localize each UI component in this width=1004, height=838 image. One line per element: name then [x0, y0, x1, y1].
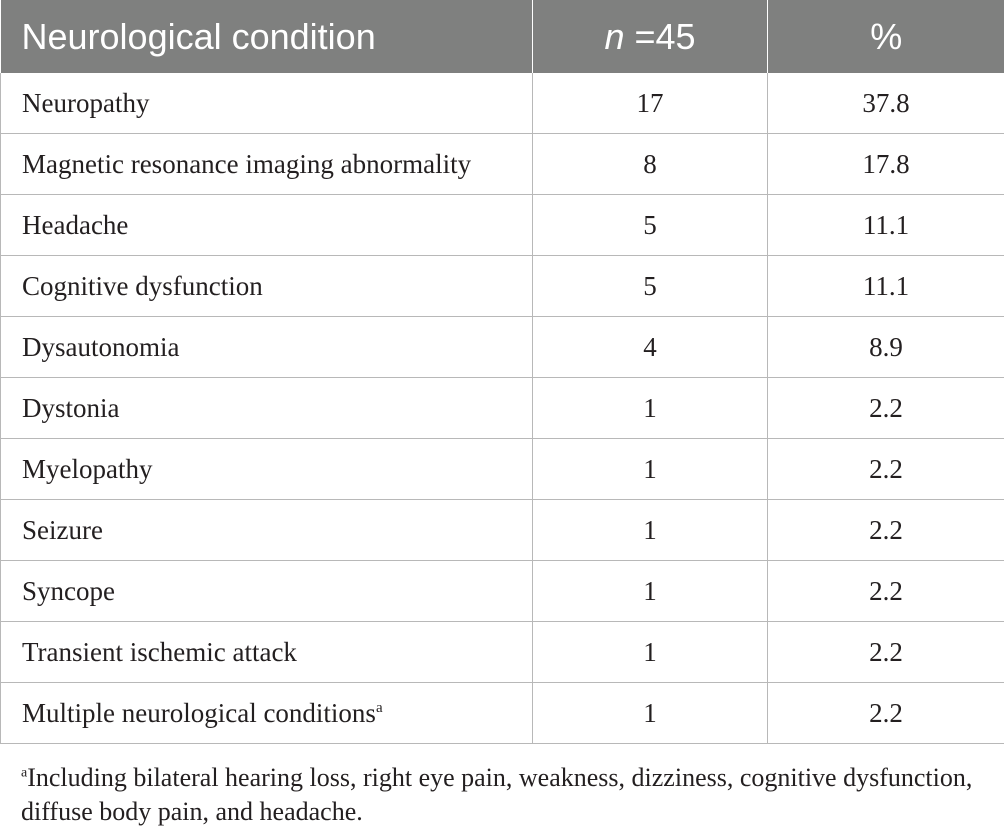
condition-cell	[1, 256, 533, 317]
count-cell: 1	[533, 622, 768, 683]
percent-cell: 11.1	[768, 256, 1004, 317]
percent-cell: 2.2	[768, 378, 1004, 439]
condition-cell	[1, 134, 533, 195]
condition-label: Neuropathy	[22, 87, 150, 118]
header-percent: %	[768, 0, 1004, 73]
table-row	[1, 134, 1004, 195]
percent-cell: 37.8	[768, 73, 1004, 134]
table-row	[1, 378, 1004, 439]
footnote-text: Including bilateral hearing loss, right eye pain, weakness, dizziness, cognitive dysfunction, diffuse body pain, and headache.	[21, 763, 973, 826]
count-cell: 1	[533, 561, 768, 622]
table-row	[1, 195, 1004, 256]
condition-cell	[1, 195, 533, 256]
table-row	[1, 683, 1004, 744]
condition-label: Dysautonomia	[22, 331, 180, 362]
footnote-marker: a	[21, 765, 28, 781]
condition-cell	[1, 439, 533, 500]
table-header	[1, 0, 1004, 73]
condition-cell	[1, 622, 533, 683]
count-cell: 17	[533, 73, 768, 134]
condition-cell	[1, 73, 533, 134]
condition-label: Headache	[22, 209, 129, 240]
header-n-symbol: n	[604, 15, 625, 57]
table-body	[1, 73, 1004, 744]
table-row	[1, 256, 1004, 317]
table-row	[1, 622, 1004, 683]
table-footnote	[21, 761, 996, 829]
percent-cell: 17.8	[768, 134, 1004, 195]
condition-label: Magnetic resonance imaging abnormality	[22, 148, 472, 179]
percent-cell: 2.2	[768, 561, 1004, 622]
percent-cell: 2.2	[768, 622, 1004, 683]
condition-cell	[1, 317, 533, 378]
condition-cell	[1, 500, 533, 561]
condition-cell	[1, 378, 533, 439]
count-cell: 5	[533, 195, 768, 256]
condition-cell	[1, 561, 533, 622]
count-cell: 5	[533, 256, 768, 317]
table-row	[1, 439, 1004, 500]
count-cell: 1	[533, 439, 768, 500]
count-cell: 8	[533, 134, 768, 195]
percent-cell: 2.2	[768, 683, 1004, 744]
header-n	[533, 0, 768, 73]
percent-cell: 2.2	[768, 500, 1004, 561]
percent-cell: 2.2	[768, 439, 1004, 500]
condition-label: Multiple neurological conditions	[22, 697, 376, 728]
condition-label: Transient ischemic attack	[22, 636, 297, 667]
table-row	[1, 73, 1004, 134]
header-condition: Neurological condition	[1, 0, 533, 73]
count-cell: 1	[533, 378, 768, 439]
condition-label: Syncope	[22, 575, 115, 606]
table-row	[1, 561, 1004, 622]
table-row	[1, 317, 1004, 378]
footnote-marker: a	[375, 699, 383, 716]
count-cell: 1	[533, 683, 768, 744]
count-cell: 4	[533, 317, 768, 378]
condition-cell	[1, 683, 533, 744]
condition-label: Myelopathy	[22, 453, 153, 484]
condition-label: Seizure	[22, 514, 103, 545]
condition-label: Cognitive dysfunction	[22, 270, 263, 301]
percent-cell: 11.1	[768, 195, 1004, 256]
header-n-value: =45	[624, 15, 696, 57]
count-cell: 1	[533, 500, 768, 561]
percent-cell: 8.9	[768, 317, 1004, 378]
header-row	[1, 0, 1004, 73]
condition-label: Dystonia	[22, 392, 120, 423]
table-row	[1, 500, 1004, 561]
